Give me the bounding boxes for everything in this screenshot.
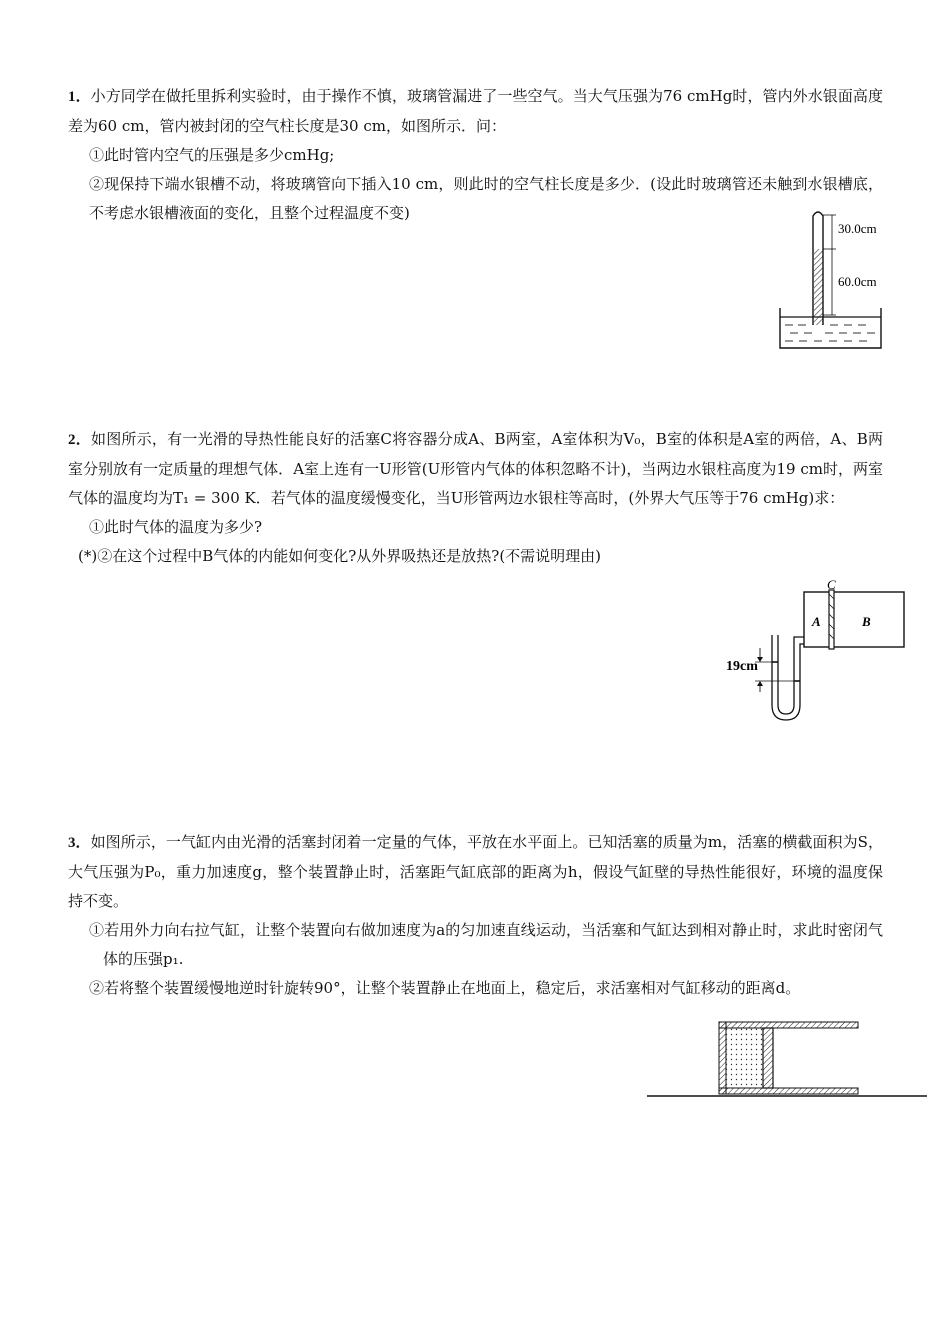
q1-number: 1． (68, 89, 91, 105)
question-1 (68, 82, 883, 228)
label-b: B (862, 614, 871, 629)
q3-stem: 3．如图所示，一气缸内由光滑的活塞封闭着一定量的气体，平放在水平面上。已知活塞的质量为m，活塞的横截面积为S，大气压强为P₀，重力加速度g，整个装置静止时，活塞距气缸底部的距离为h，假设气缸壁的导热性能很好，环境的温度保持不变。 (68, 833, 883, 910)
label-c: C (827, 580, 836, 592)
label-60cm: 60.0cm (838, 274, 877, 289)
enclosed-gas (726, 1028, 763, 1088)
q2-sub2: (*)②在这个过程中B气体的内能如何变化?从外界吸热还是放热?(不需说明理由) (78, 547, 602, 565)
q3-sub1: ①若用外力向右拉气缸，让整个装置向右做加速度为a的匀加速直线运动，当活塞和气缸达到相对静止时，求此时密闭气体的压强p₁. (89, 921, 883, 968)
q2-stem: 2．如图所示，有一光滑的导热性能良好的活塞C将容器分成A、B两室，A室体积为V₀，B室的体积是A室的两倍，A、B两室分别放有一定质量的理想气体．A室上连有一U形管(U形管内气体的体积忽略不计)，当两边水银柱高度为19 cm时，两室气体的温度均为T₁ = 300 K．若气体的温度缓慢变化，当U形管两边水银柱等高时，(外界大气压等于76 cmHg)求： (68, 430, 883, 507)
label-a: A (812, 614, 821, 629)
q2-figure-container (720, 580, 915, 725)
q1-figure-tube (772, 205, 887, 355)
cylinder-top-wall (719, 1022, 858, 1028)
q3-sub2: ②若将整个装置缓慢地逆时针旋转90°，让整个装置静止在地面上，稳定后，求活塞相对气缸移动的距离d。 (89, 979, 801, 997)
cylinder-left-wall (719, 1022, 726, 1094)
q2-number: 2． (68, 432, 91, 448)
q1-sub1: ①此时管内空气的压强是多少cmHg; (89, 146, 335, 164)
label-19cm: 19cm (726, 659, 758, 674)
mercury-column (814, 249, 823, 325)
mercury-trough (780, 308, 881, 348)
piston-c (829, 590, 834, 649)
cylinder-bottom-wall (719, 1088, 858, 1094)
u-tube (772, 635, 800, 720)
q1-sub2: ②现保持下端水银槽不动，将玻璃管向下插入10 cm，则此时的空气柱长度是多少．(设此时玻璃管还未触到水银槽底，不考虑水银槽液面的变化，且整个过程温度不变) (89, 175, 883, 222)
question-3 (68, 828, 883, 1003)
question-2 (68, 425, 883, 571)
piston (763, 1028, 773, 1088)
label-30cm: 30.0cm (838, 221, 877, 236)
q1-stem: 1．小方同学在做托里拆利实验时，由于操作不慎，玻璃管漏进了一些空气。当大气压强为76 cmHg时，管内外水银面高度差为60 cm，管内被封闭的空气柱长度是30 cm，如图所示．问： (68, 87, 883, 135)
q3-number: 3． (68, 835, 91, 851)
q2-sub1: ①此时气体的温度为多少? (89, 518, 263, 536)
q3-figure-cylinder (645, 1018, 930, 1103)
